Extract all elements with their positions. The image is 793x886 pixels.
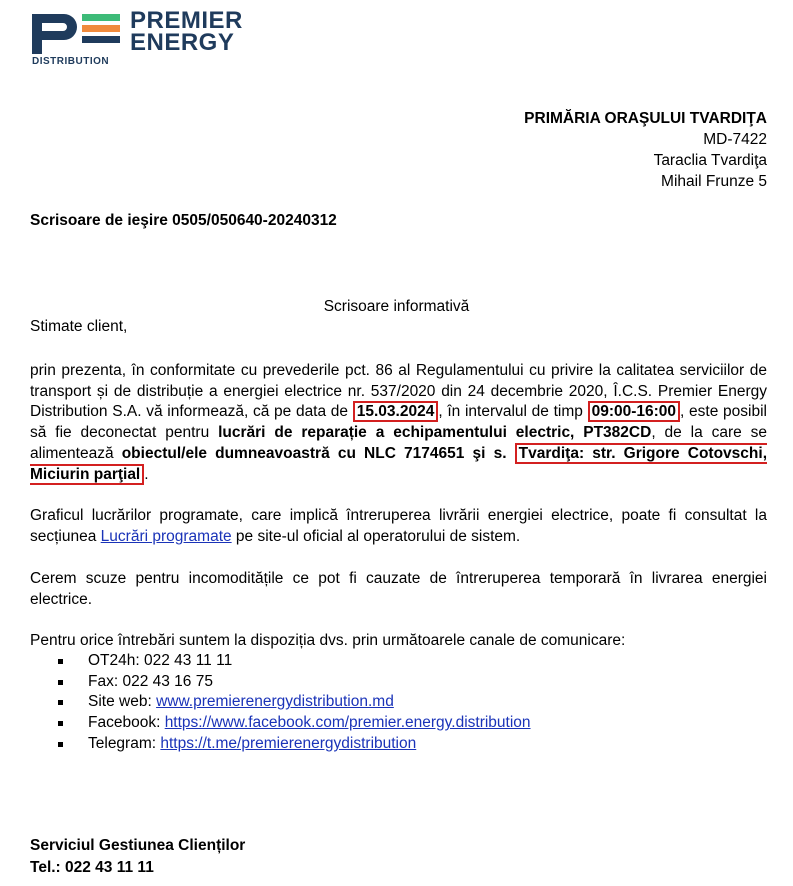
logo-wordmark — [130, 7, 243, 56]
signature-phone: Tel.: 022 43 11 11 — [30, 859, 154, 876]
affected-location: Tvardiţa: str. Grigore Cotovschi, Miciurin parţial — [30, 444, 767, 483]
telegram-link[interactable]: https://t.me/premierenergydistribution — [160, 734, 417, 752]
logo-subtitle: DISTRIBUTION — [32, 56, 110, 67]
paragraph-contacts-intro: Pentru orice întrebări suntem la dispoziția dvs. prin următoarele canale de comunicare: — [30, 632, 626, 649]
recipient-address — [524, 108, 767, 192]
paragraph-notice: prin prezenta, în conformitate cu prevederile pct. 86 al Regulamentului cu privire la calitatea serviciilor de transport și de distribuție a energiei electrice nr. 537/2020 din 24 decembrie 2020, Î.C.S. Premier Energy Distribution S.A. vă informează, că pe data de 15.03.2024 , în intervalul de timp 09:00-16:00 , este posibil să fie deconectat pentru lucrări de reparație a echipamentului electric, PT382CD, de la care se alimentează obiectul/ele dumneavoastră cu NLC 7174651 şi s. Tvardiţa: str. Grigore Cotovschi, Miciurin parţial . — [30, 362, 767, 483]
logo-bars-icon — [82, 14, 120, 47]
outage-date: 15.03.2024 — [353, 401, 439, 422]
contact-list — [56, 651, 531, 755]
works-description: lucrări de reparație a echipamentului electric, PT382CD — [218, 424, 652, 442]
recipient-postal-code: MD-7422 — [703, 131, 767, 148]
paragraph-schedule: Graficul lucrărilor programate, care implică întreruperea livrării energiei electrice, poate fi consultat la secțiunea Lucrări programate pe site-ul oficial al operatorului de sistem. — [30, 507, 767, 545]
contact-facebook: Facebook: https://www.facebook.com/premier.energy.distribution — [56, 713, 531, 734]
greeting: Stimate client, — [30, 318, 128, 335]
signature-block — [30, 835, 245, 879]
letter-reference: Scrisoare de ieşire 0505/050640-20240312 — [30, 212, 337, 229]
recipient-locality: Taraclia Tvardiţa — [653, 152, 767, 169]
recipient-street: Mihail Frunze 5 — [661, 173, 767, 190]
letter-title: Scrisoare informativă — [323, 298, 470, 315]
paragraph-apology: Cerem scuze pentru incomoditățile ce pot fi cauzate de întreruperea temporară în livrarea energiei electrice. — [30, 570, 767, 608]
contact-telegram: Telegram: https://t.me/premierenergydistribution — [56, 734, 531, 755]
scheduled-works-link[interactable]: Lucrări programate — [100, 527, 232, 545]
company-logo — [30, 7, 270, 68]
affected-objects: obiectul/ele dumneavoastră cu NLC 7174651 şi s. — [121, 444, 507, 462]
logo-line-2: ENERGY — [130, 29, 235, 56]
outage-interval: 09:00-16:00 — [588, 401, 680, 422]
website-link[interactable]: www.premierenergydistribution.md — [156, 693, 394, 711]
contact-ot24h: OT24h: 022 43 11 11 — [56, 651, 531, 672]
facebook-link[interactable]: https://www.facebook.com/premier.energy.distribution — [164, 714, 531, 732]
logo-p-mark-icon — [32, 14, 78, 54]
signature-department: Serviciul Gestiunea Clienților — [30, 837, 246, 854]
contact-fax: Fax: 022 43 16 75 — [56, 672, 531, 693]
logo-line-1: PREMIER — [130, 7, 243, 34]
contact-website: Site web: www.premierenergydistribution.md — [56, 692, 531, 713]
recipient-name: PRIMĂRIA ORAŞULUI TVARDIŢA — [524, 110, 767, 127]
